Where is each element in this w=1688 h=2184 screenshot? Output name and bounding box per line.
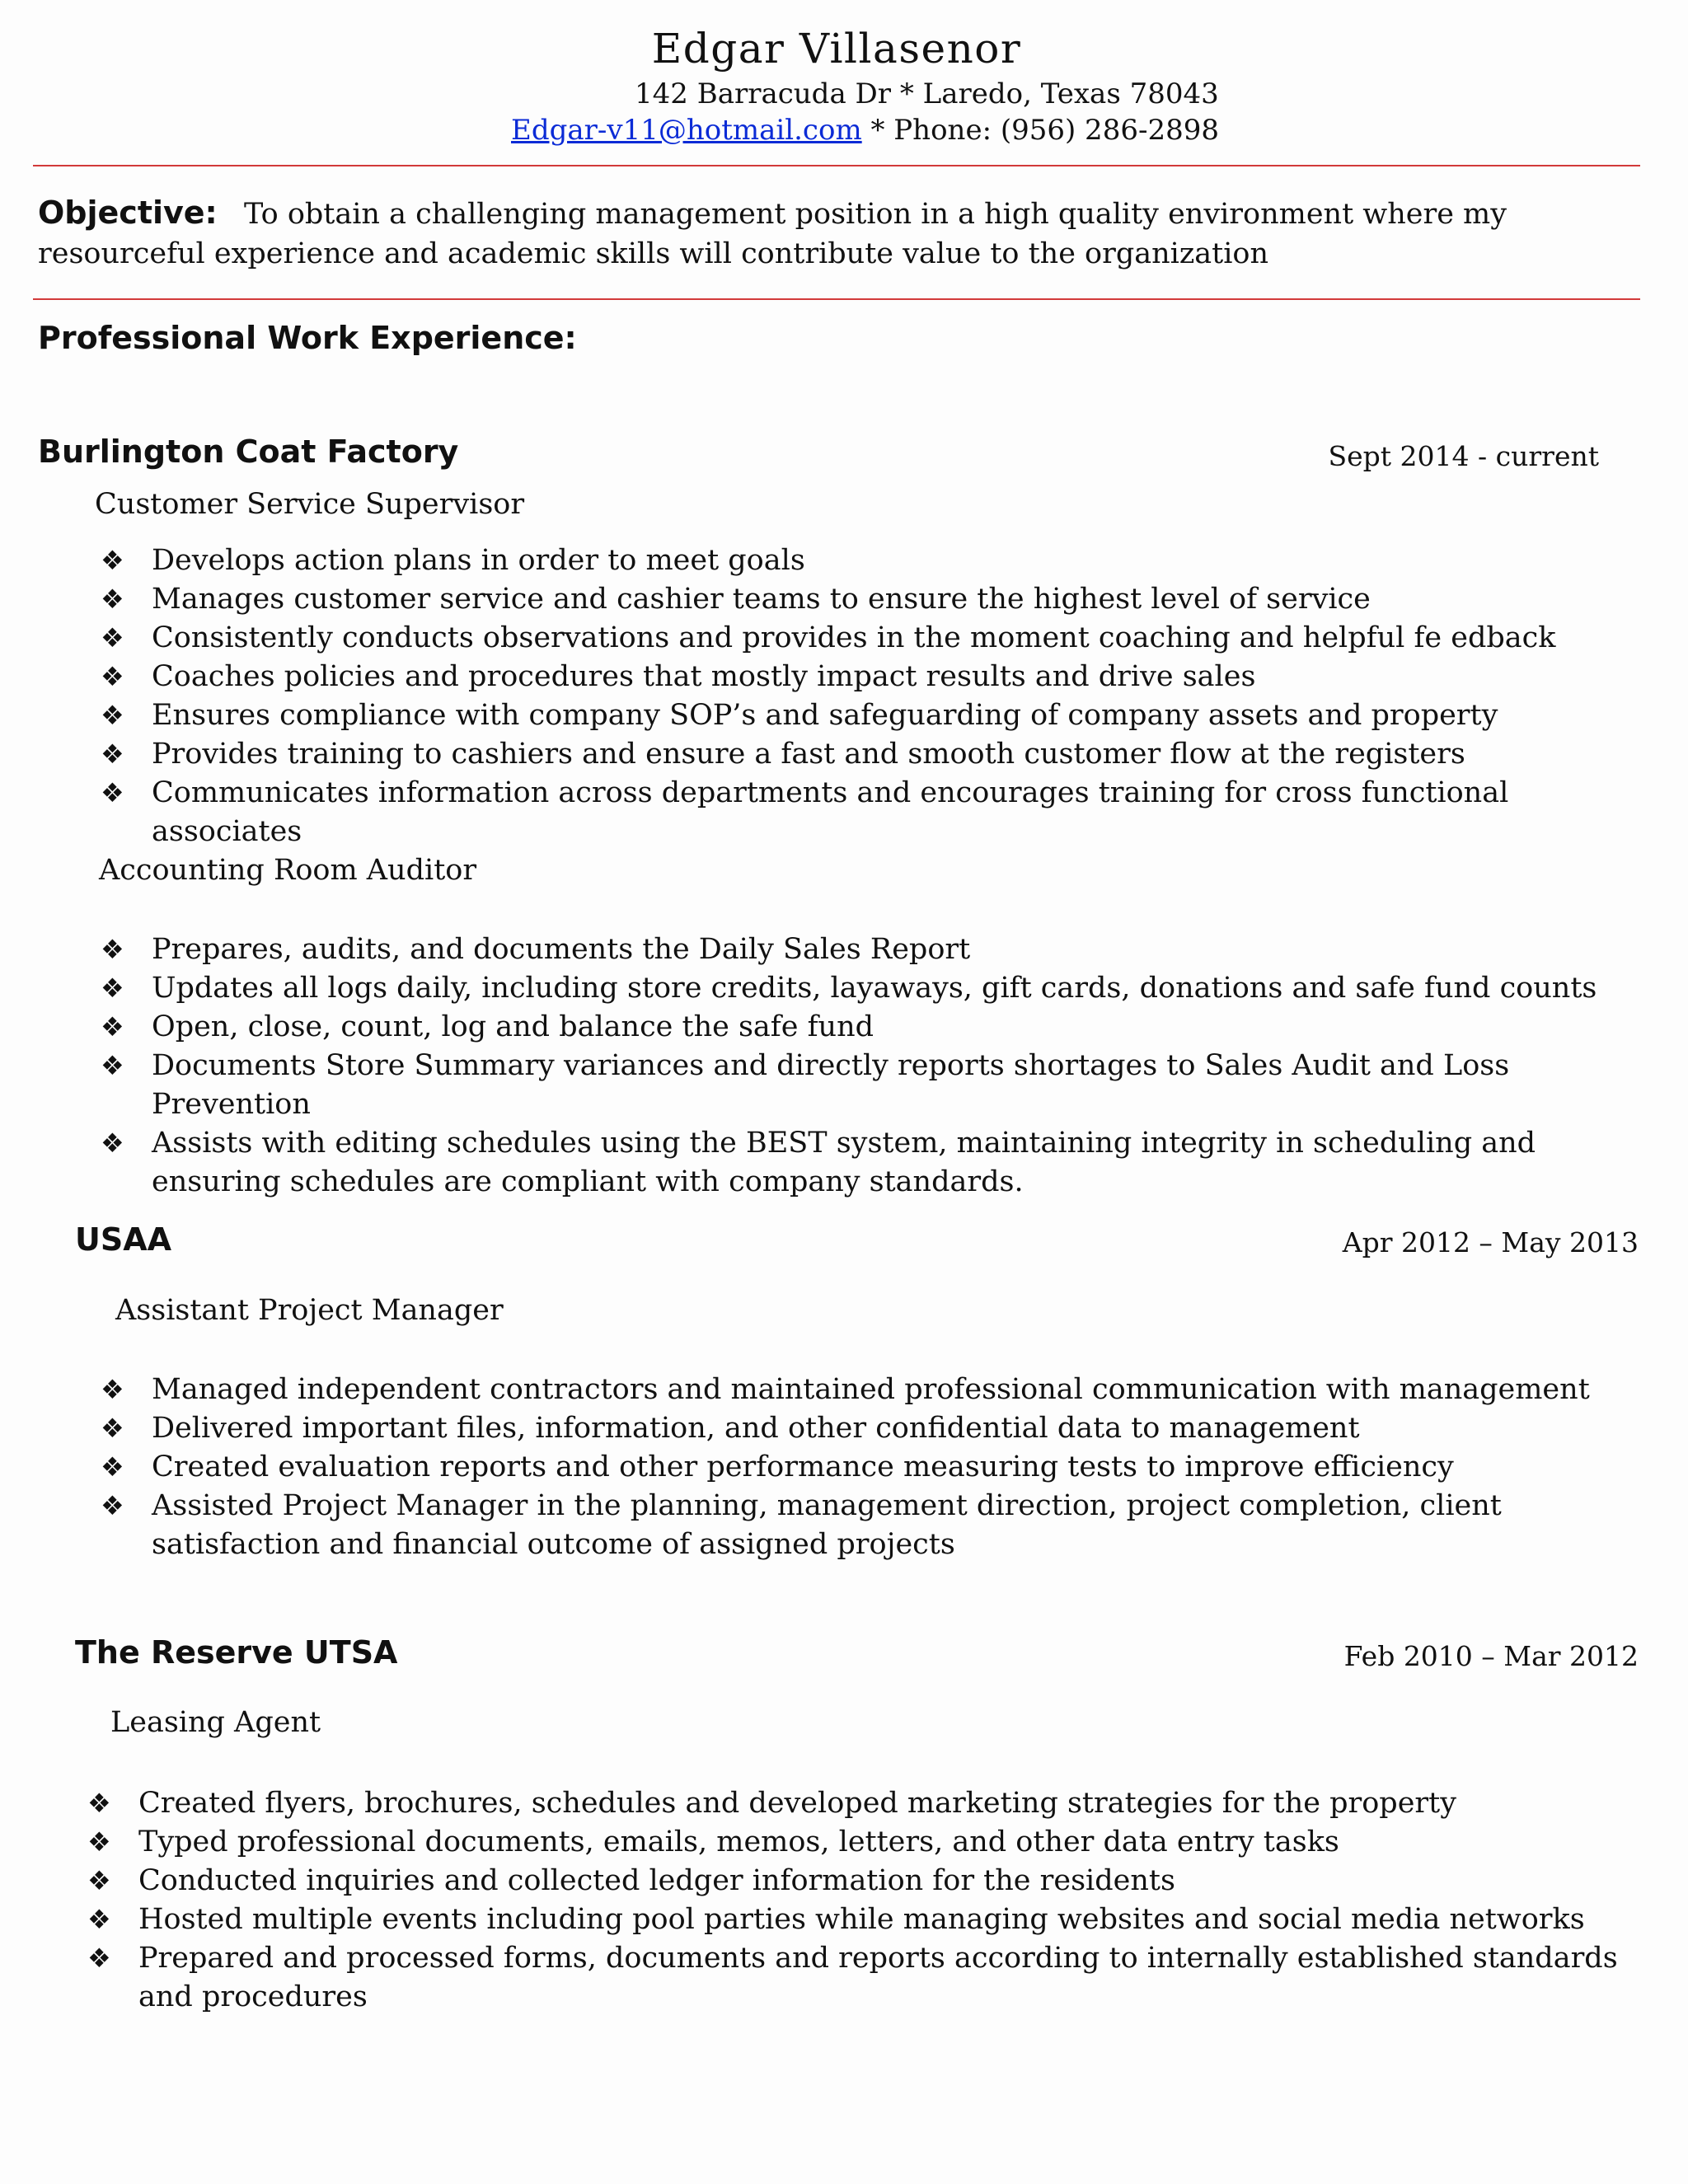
job-role: Leasing Agent xyxy=(110,1706,321,1739)
list-item: ❖ Open, close, count, log and balance the safe fund xyxy=(101,1008,1625,1047)
job-dates: Feb 2010 – Mar 2012 xyxy=(1343,1640,1639,1672)
bullet-list xyxy=(101,541,1650,851)
list-item: ❖ Documents Store Summary variances and directly reports shortages to Sales Audit and Loss Prevention xyxy=(101,1047,1625,1124)
objective-text: To obtain a challenging management position in a high quality environment where my resourceful experience and academic skills will contribute value to the organization xyxy=(38,198,1507,270)
bullet-icon: ❖ xyxy=(87,1788,111,1819)
job-role: Assistant Project Manager xyxy=(115,1294,504,1327)
job-role: Accounting Room Auditor xyxy=(99,854,477,887)
bullet-icon: ❖ xyxy=(101,622,124,654)
address-line: 142 Barracuda Dr * Laredo, Texas 78043 xyxy=(635,77,1219,110)
bullet-icon: ❖ xyxy=(101,1451,124,1483)
list-item: ❖ Provides training to cashiers and ensure a fast and smooth customer flow at the registers xyxy=(101,735,1650,774)
list-item: ❖ Typed professional documents, emails, memos, letters, and other data entry tasks xyxy=(87,1823,1629,1862)
list-item: ❖ Hosted multiple events including pool parties while managing websites and social media networks xyxy=(87,1900,1629,1939)
bullet-icon: ❖ xyxy=(101,1011,124,1043)
bullet-list xyxy=(101,1371,1625,1564)
company-name: USAA xyxy=(75,1221,172,1258)
company-name: Burlington Coat Factory xyxy=(38,434,459,470)
list-item: ❖ Consistently conducts observations and provides in the moment coaching and helpful fe edback xyxy=(101,619,1650,658)
bullet-icon: ❖ xyxy=(101,1374,124,1405)
contact-line xyxy=(511,114,1219,147)
phone-text: * Phone: (956) 286-2898 xyxy=(861,114,1219,147)
bullet-icon: ❖ xyxy=(101,1050,124,1081)
bullet-icon: ❖ xyxy=(101,1490,124,1521)
list-item: ❖ Develops action plans in order to meet goals xyxy=(101,541,1650,580)
bullet-icon: ❖ xyxy=(101,1127,124,1159)
bullet-icon: ❖ xyxy=(101,777,124,808)
bullet-icon: ❖ xyxy=(101,934,124,965)
objective-divider xyxy=(33,298,1640,300)
objective-label: Objective: xyxy=(38,194,218,231)
bullet-icon: ❖ xyxy=(87,1904,111,1935)
bullet-icon: ❖ xyxy=(101,700,124,731)
list-item: ❖ Assisted Project Manager in the planning, management direction, project completion, client satisfaction and financial outcome of assigned projects xyxy=(101,1487,1625,1564)
experience-heading: Professional Work Experience: xyxy=(38,320,577,356)
job-role: Customer Service Supervisor xyxy=(95,488,525,521)
bullet-icon: ❖ xyxy=(101,583,124,615)
bullet-list xyxy=(101,930,1625,1202)
list-item: ❖ Conducted inquiries and collected ledger information for the residents xyxy=(87,1862,1629,1900)
bullet-icon: ❖ xyxy=(101,1413,124,1444)
list-item: ❖ Delivered important files, information, and other confidential data to management xyxy=(101,1409,1625,1448)
list-item: ❖ Prepared and processed forms, documents and reports according to internally established standards and procedures xyxy=(87,1939,1629,2017)
job-dates: Sept 2014 - current xyxy=(1328,440,1599,472)
candidate-name: Edgar Villasenor xyxy=(651,25,1022,73)
bullet-icon: ❖ xyxy=(101,661,124,692)
bullet-list xyxy=(87,1784,1629,2017)
bullet-icon: ❖ xyxy=(87,1865,111,1896)
bullet-icon: ❖ xyxy=(87,1943,111,1974)
list-item: ❖ Updates all logs daily, including store credits, layaways, gift cards, donations and safe fund counts xyxy=(101,969,1625,1008)
list-item: ❖ Coaches policies and procedures that mostly impact results and drive sales xyxy=(101,658,1650,696)
list-item: ❖ Ensures compliance with company SOP’s and safeguarding of company assets and property xyxy=(101,696,1650,735)
list-item: ❖ Created evaluation reports and other performance measuring tests to improve efficiency xyxy=(101,1448,1625,1487)
list-item: ❖ Manages customer service and cashier teams to ensure the highest level of service xyxy=(101,580,1650,619)
list-item: ❖ Assists with editing schedules using the BEST system, maintaining integrity in scheduling and ensuring schedules are compliant with company standards. xyxy=(101,1124,1625,1202)
list-item: ❖ Communicates information across departments and encourages training for cross functional associates xyxy=(101,774,1650,851)
list-item: ❖ Prepares, audits, and documents the Daily Sales Report xyxy=(101,930,1625,969)
bullet-icon: ❖ xyxy=(101,738,124,770)
job-dates: Apr 2012 – May 2013 xyxy=(1342,1226,1639,1258)
header-divider xyxy=(33,165,1640,166)
company-name: The Reserve UTSA xyxy=(75,1634,398,1671)
bullet-icon: ❖ xyxy=(87,1826,111,1858)
bullet-icon: ❖ xyxy=(101,972,124,1004)
list-item: ❖ Created flyers, brochures, schedules and developed marketing strategies for the property xyxy=(87,1784,1629,1823)
list-item: ❖ Managed independent contractors and maintained professional communication with management xyxy=(101,1371,1625,1409)
email-link[interactable]: Edgar-v11@hotmail.com xyxy=(511,114,862,147)
bullet-icon: ❖ xyxy=(101,545,124,576)
